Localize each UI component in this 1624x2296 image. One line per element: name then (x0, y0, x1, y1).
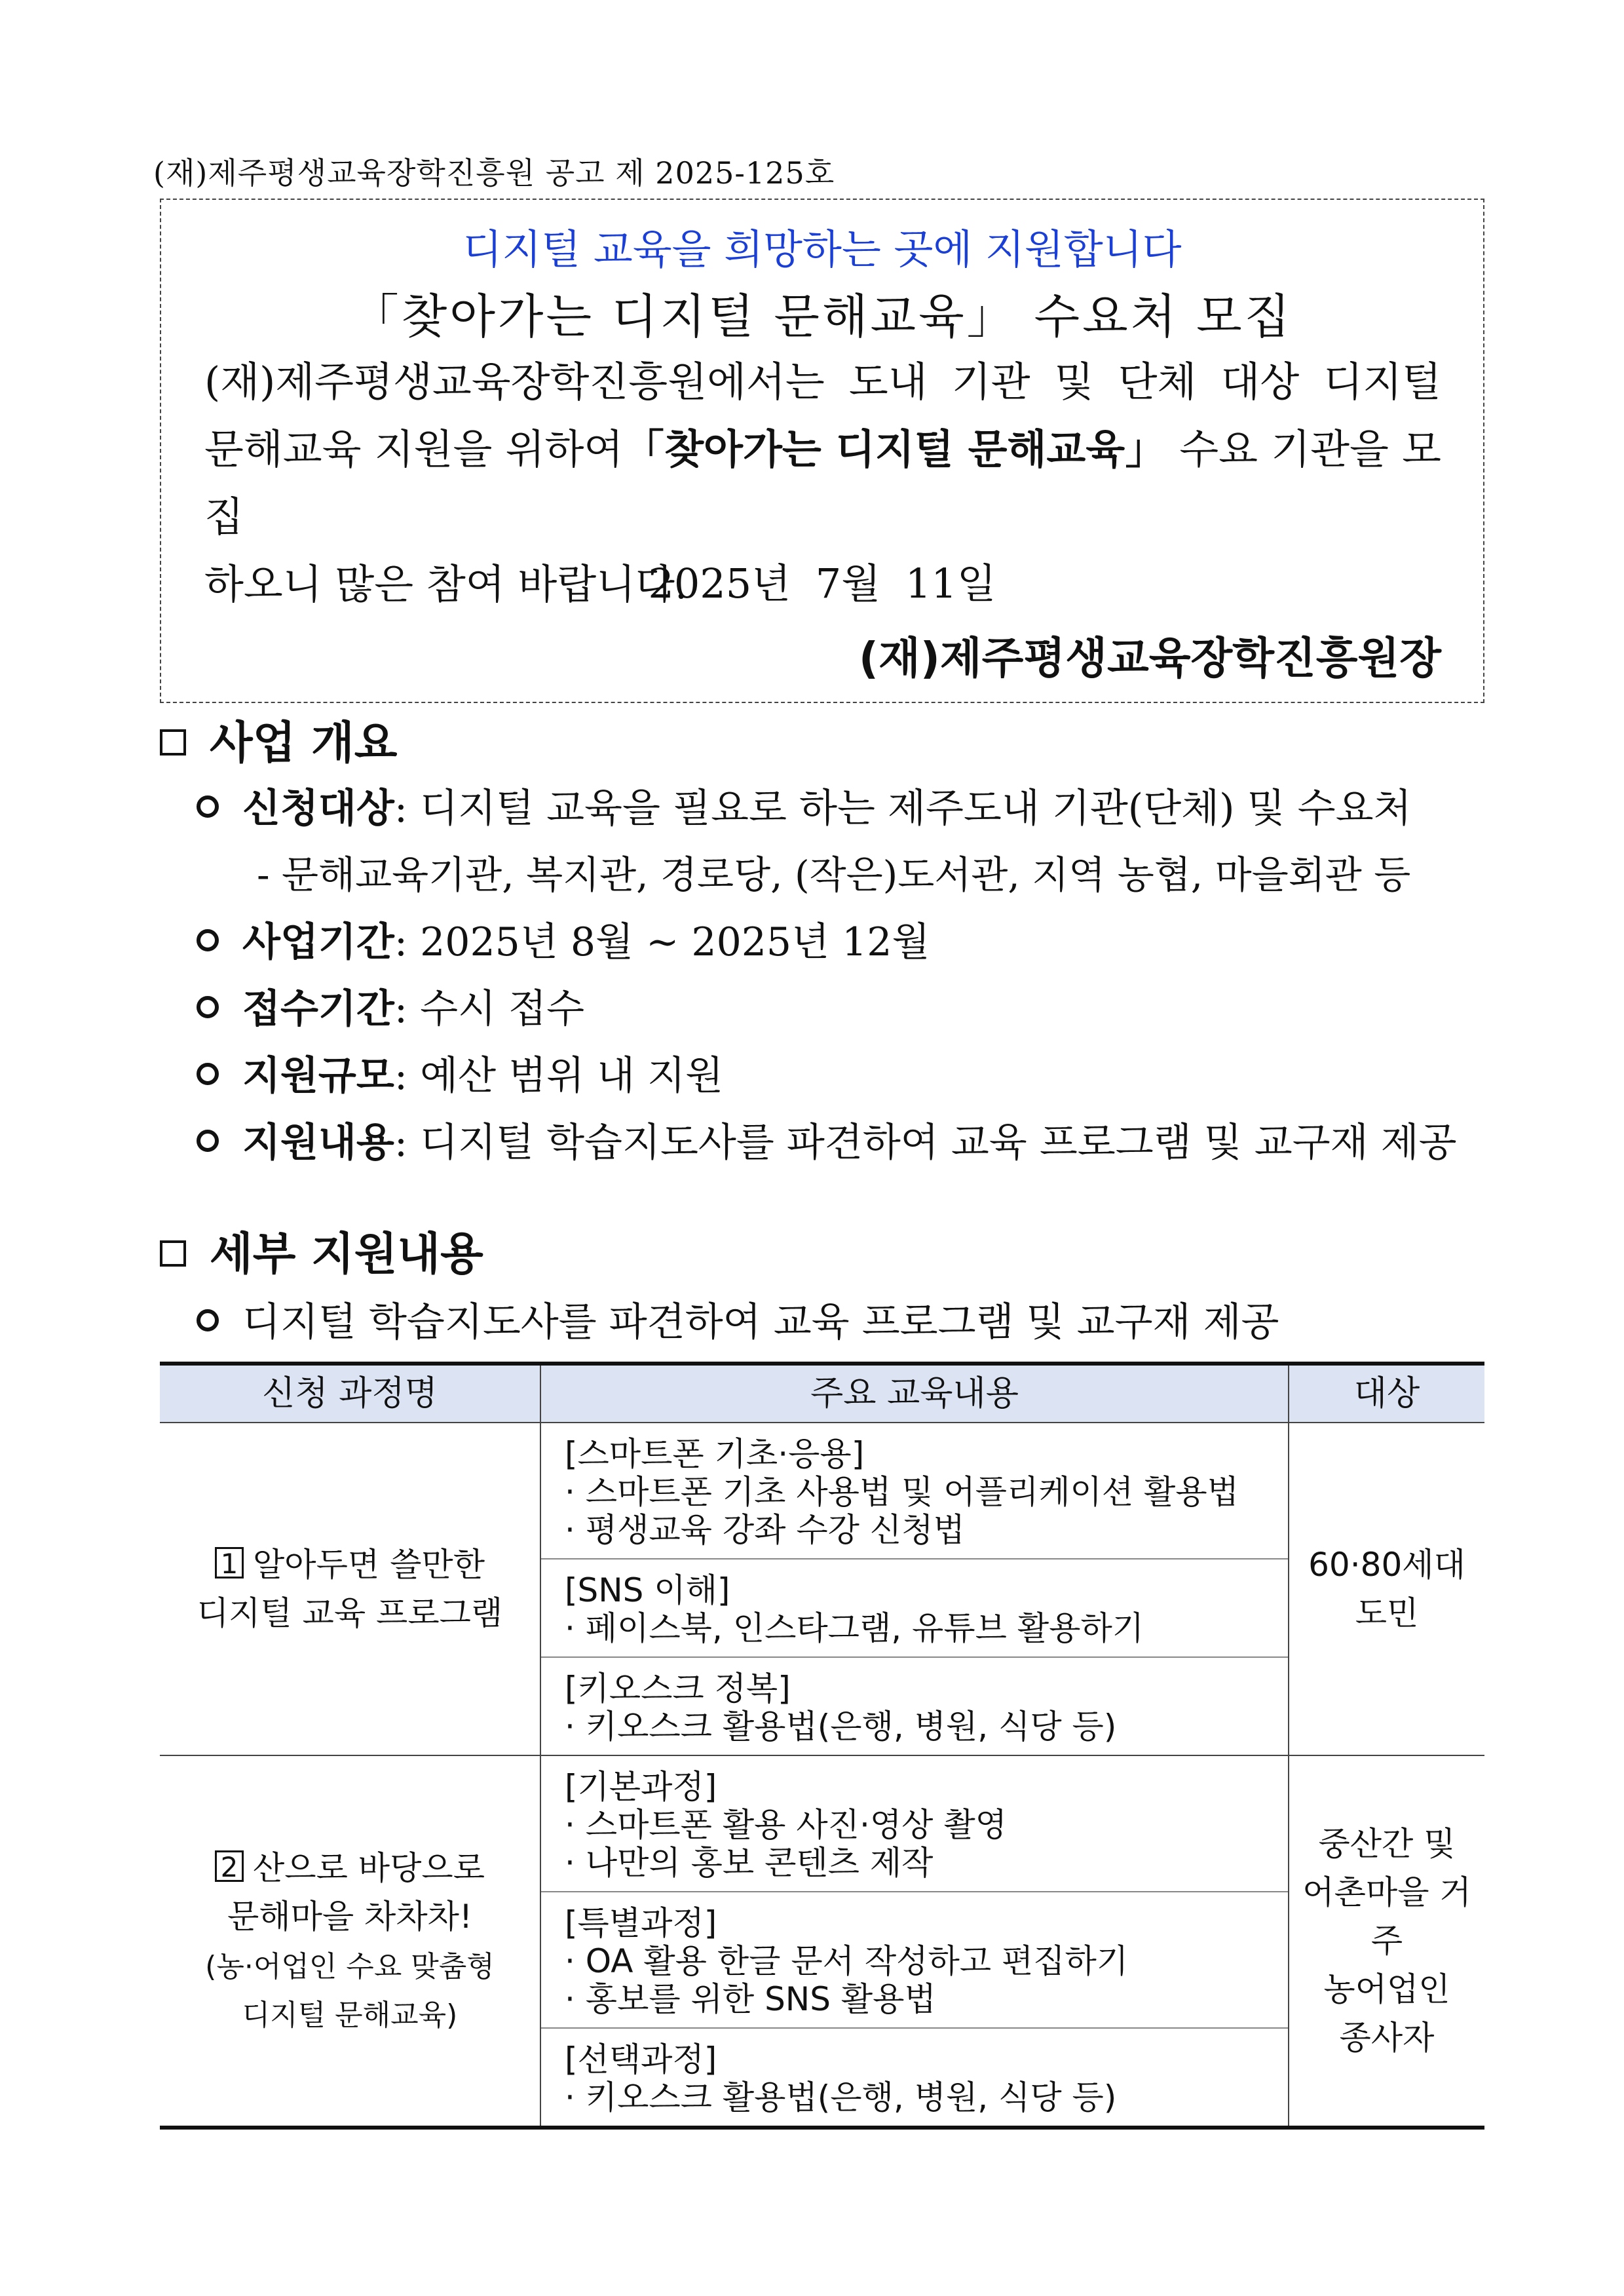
overview-item-period (197, 911, 930, 967)
content-line: · 홍보를 위한 SNS 활용법 (565, 1980, 936, 2018)
content-block (565, 1658, 1288, 1755)
overview-item-text: : 예산 범위 내 지원 (394, 1053, 724, 1099)
overview-item-label: 지원규모 (242, 1053, 394, 1099)
announcement-issuer: (재)제주평생교육장학진흥원장 (858, 633, 1441, 683)
program-name-line: 알아두면 쓸만한 (253, 1546, 485, 1584)
content-block (565, 2029, 1288, 2126)
circle-bullet-icon (197, 1309, 219, 1331)
content-line: · 평생교육 강좌 수강 신청법 (565, 1511, 965, 1549)
circle-bullet-icon (197, 1063, 219, 1085)
announcement-date: 2025년 7월 11일 (648, 560, 996, 607)
content-title: [선택과정] (565, 2040, 717, 2078)
circle-bullet-icon (197, 1130, 219, 1152)
target-line: 중산간 및 (1318, 1825, 1456, 1863)
content-title: [키오스크 정복] (565, 1670, 791, 1708)
program-number: 1 (215, 1547, 244, 1578)
support-detail-table (160, 1362, 1484, 2130)
program-name-cell (160, 1755, 540, 2128)
overview-item-label: 지원내용 (242, 1120, 394, 1166)
announcement-body-text: 수요 기관을 모집 (204, 425, 1441, 541)
content-line: · 키오스크 활용법(은행, 병원, 식당 등) (565, 1708, 1117, 1746)
target-line: 60·80세대 (1308, 1546, 1465, 1584)
section-heading-text: 세부 지원내용 (210, 1229, 483, 1280)
overview-item-text: : 디지털 교육을 필요로 하는 제주도내 기관(단체) 및 수요처 (394, 786, 1412, 832)
target-cell (1289, 1755, 1484, 2128)
overview-item-text: : 수시 접수 (394, 986, 585, 1032)
overview-item-content (197, 1111, 1457, 1168)
overview-item-label: 접수기간 (242, 986, 394, 1032)
content-title: [스마트폰 기초·응용] (565, 1435, 865, 1473)
table-row (160, 1423, 1484, 1559)
program-name-cell (160, 1423, 540, 1755)
circle-bullet-icon (197, 996, 219, 1018)
details-intro (197, 1291, 1279, 1347)
program-note-line: (농·어업인 수요 맞춤형 (205, 1950, 495, 1983)
circle-bullet-icon (197, 929, 219, 951)
content-line: · 스마트폰 기초 사용법 및 어플리케이션 활용법 (565, 1473, 1239, 1511)
content-line: · 페이스북, 인스타그램, 유튜브 활용하기 (565, 1609, 1144, 1647)
overview-item-text: : 2025년 8월 ~ 2025년 12월 (394, 919, 930, 965)
content-cell (540, 1892, 1289, 2028)
overview-target-detail: - 문해교육기관, 복지관, 경로당, (작은)도서관, 지역 농협, 마을회관 등 (257, 852, 1411, 897)
content-block (565, 1756, 1288, 1891)
table-header-content: 주요 교육내용 (540, 1364, 1289, 1423)
content-line: · 키오스크 활용법(은행, 병원, 식당 등) (565, 2078, 1117, 2116)
announcement-subtitle: 디지털 교육을 희망하는 곳에 지원합니다 (463, 225, 1182, 273)
square-bullet-icon (160, 1240, 186, 1267)
content-title: [기본과정] (565, 1768, 717, 1806)
program-name-line: 산으로 바당으로 (253, 1849, 485, 1887)
program-note-line: 디지털 문해교육) (242, 1999, 458, 2032)
table-row (160, 1755, 1484, 1892)
content-line: · 스마트폰 활용 사진·영상 촬영 (565, 1806, 1007, 1844)
content-line: · OA 활용 한글 문서 작성하고 편집하기 (565, 1942, 1129, 1980)
circle-bullet-icon (197, 795, 219, 818)
content-block (565, 1559, 1288, 1656)
program-number: 2 (215, 1850, 244, 1882)
target-line: 종사자 (1339, 2019, 1435, 2057)
content-title: [SNS 이해] (565, 1571, 730, 1609)
overview-item-scale (197, 1044, 723, 1101)
content-cell (540, 1559, 1289, 1657)
square-bullet-icon (160, 729, 186, 756)
notice-number: (재)제주평생교육장학진흥원 공고 제 2025-125호 (153, 155, 835, 191)
section-heading-details (160, 1219, 483, 1282)
announcement-box (160, 199, 1484, 703)
program-name-emphasis: 「찾아가는 디지털 문해교육」 (623, 425, 1167, 473)
target-cell (1289, 1423, 1484, 1755)
target-line: 어촌마을 거주 (1302, 1873, 1471, 1960)
table-header-row (160, 1364, 1484, 1423)
overview-item-label: 신청대상 (242, 786, 394, 832)
content-cell (540, 1423, 1289, 1559)
overview-item-target (197, 777, 1412, 833)
details-intro-text: 디지털 학습지도사를 파견하여 교육 프로그램 및 교구재 제공 (242, 1299, 1279, 1345)
content-block (565, 1423, 1288, 1558)
content-block (565, 1892, 1288, 2027)
overview-item-label: 사업기간 (242, 919, 394, 965)
content-title: [특별과정] (565, 1904, 717, 1942)
announcement-body-line (204, 415, 1441, 550)
section-heading-overview (160, 708, 397, 771)
target-line: 농어업인 (1323, 1970, 1450, 2008)
announcement-body-line: 하오니 많은 참여 바랍니다. (204, 560, 688, 608)
program-name-line: 디지털 교육 프로그램 (197, 1594, 503, 1632)
announcement-body-line: (재)제주평생교육장학진흥원에서는 도내 기관 및 단체 대상 디지털 (204, 358, 1441, 406)
content-cell (540, 2028, 1289, 2128)
table-header-course: 신청 과정명 (160, 1364, 540, 1423)
overview-item-application (197, 978, 584, 1034)
section-heading-text: 사업 개요 (210, 718, 398, 769)
table-header-target: 대상 (1289, 1364, 1484, 1423)
content-line: · 나만의 홍보 콘텐츠 제작 (565, 1844, 934, 1882)
target-line: 도민 (1355, 1594, 1419, 1632)
announcement-title: 「찾아가는 디지털 문해교육」 수요처 모집 (351, 289, 1293, 344)
content-cell (540, 1755, 1289, 1892)
overview-item-text: : 디지털 학습지도사를 파견하여 교육 프로그램 및 교구재 제공 (394, 1120, 1457, 1166)
content-cell (540, 1657, 1289, 1755)
announcement-body-text: 문해교육 지원을 위하여 (204, 425, 624, 473)
program-name-line: 문해마을 차차차! (227, 1898, 473, 1936)
